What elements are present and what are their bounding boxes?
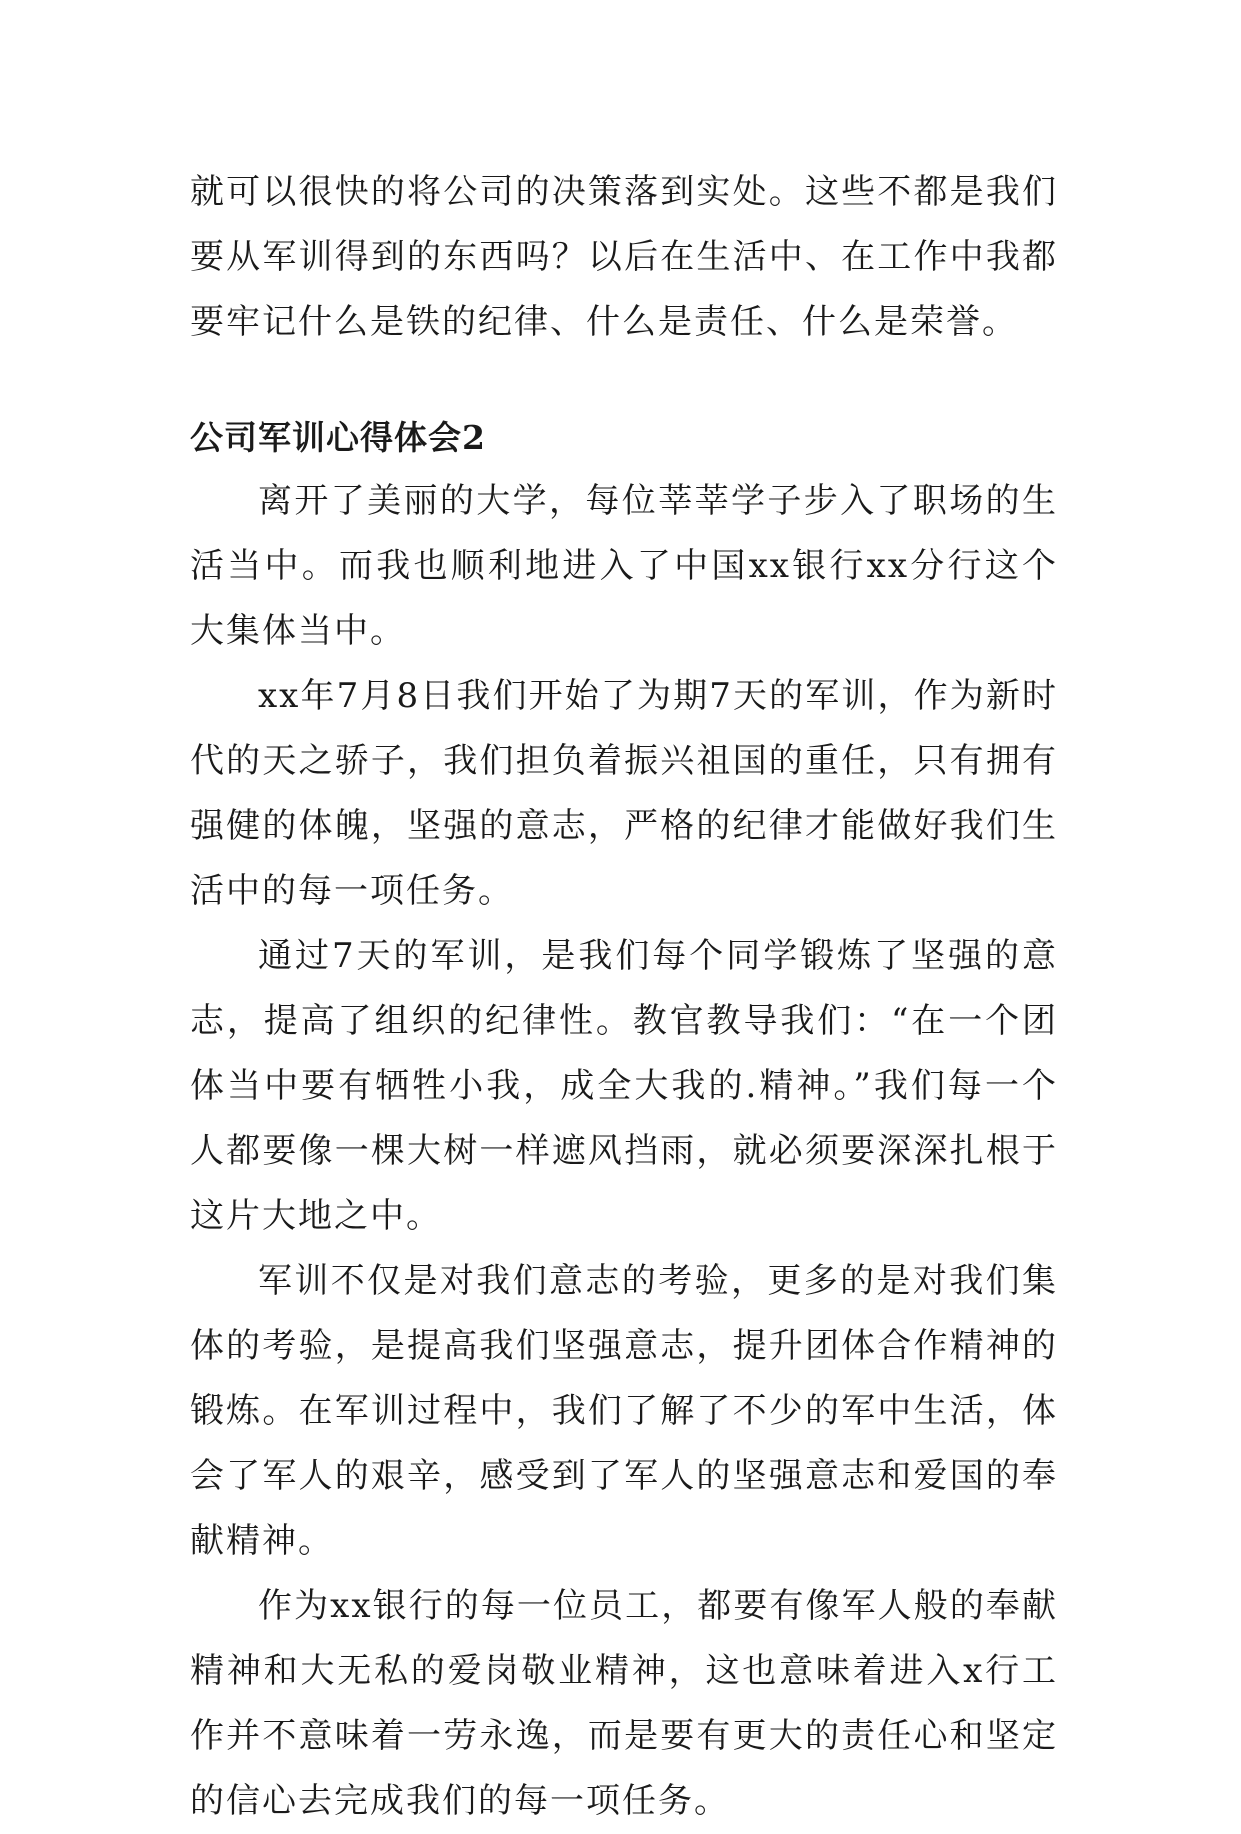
paragraph-5: 作为xx银行的每一位员工，都要有像军人般的奉献精神和大无私的爱岗敬业精神，这也意味着进入x行工作并不意味着一劳永逸，而是要有更大的责任心和坚定的信心去完成我们的每一项任务。 [190,1586,1058,1821]
document-body [190,160,1058,1834]
section-title: 公司军训心得体会2 [190,418,486,457]
continuation-paragraph: 就可以很快的将公司的决策落到实处。这些不都是我们要从军训得到的东西吗？以后在生活中、在工作中我都要牢记什么是铁的纪律、什么是责任、什么是荣誉。 [190,172,1058,342]
paragraph-3: 通过7天的军训，是我们每个同学锻炼了坚强的意志，提高了组织的纪律性。教官教导我们：“在一个团体当中要有牺牲小我，成全大我的.精神。”我们每一个人都要像一棵大树一样遮风挡雨，就必须要深深扎根于这片大地之中。 [190,936,1058,1236]
paragraph-2: xx年7月8日我们开始了为期7天的军训，作为新时代的天之骄子，我们担负着振兴祖国的重任，只有拥有强健的体魄，坚强的意志，严格的纪律才能做好我们生活中的每一项任务。 [190,676,1058,911]
paragraph-4: 军训不仅是对我们意志的考验，更多的是对我们集体的考验，是提高我们坚强意志，提升团体合作精神的锻炼。在军训过程中，我们了解了不少的军中生活，体会了军人的艰辛，感受到了军人的坚强意志和爱国的奉献精神。 [190,1261,1058,1561]
paragraph-1: 离开了美丽的大学，每位莘莘学子步入了职场的生活当中。而我也顺利地进入了中国xx银行xx分行这个大集体当中。 [190,481,1058,651]
